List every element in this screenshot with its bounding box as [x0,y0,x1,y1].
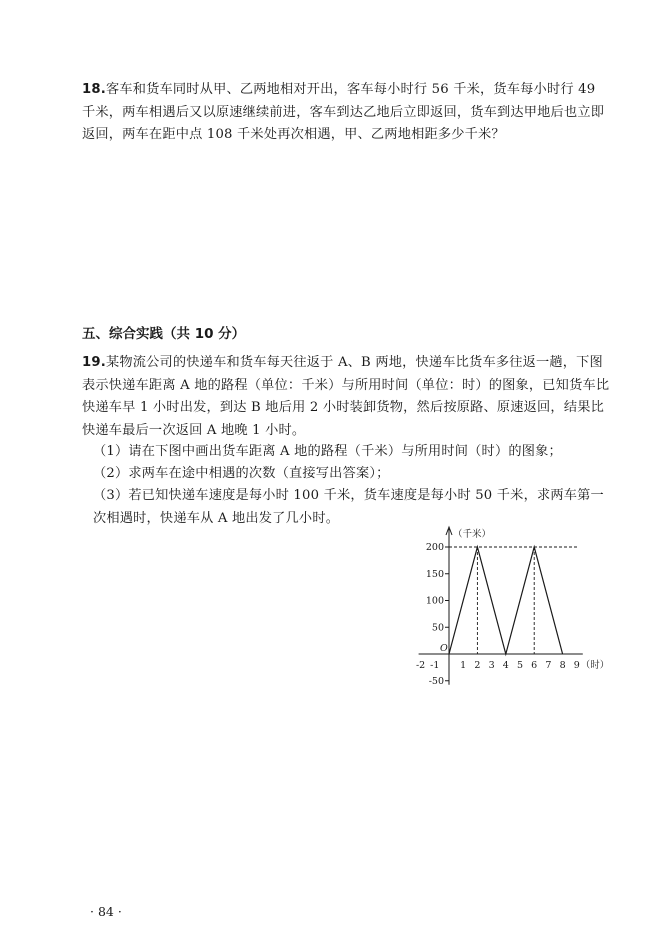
section-title: 五、综合实践（共 10 分） [82,326,246,342]
x-tick-label: 6 [531,660,538,671]
question-19-number: 19. [82,355,106,370]
distance-time-graph [414,521,614,691]
question-18-number: 18. [82,82,106,97]
question-19-sub-2: （2）求两车在途中相遇的次数（直接写出答案）； [93,466,390,481]
y-tick-label: 200 [425,542,444,553]
question-18 [82,79,612,147]
question-19-sub-3: （3）若已知快递车速度是每小时 100 千米，货车速度是每小时 50 千米，求两车第一次相遇时，快递车从 A 地出发了几小时。 [93,488,604,526]
x-tick-label: 3 [488,660,495,671]
x-tick-label: 2 [474,660,481,671]
x-tick-label: 1 [460,660,467,671]
x-tick-label: 8 [559,660,566,671]
y-tick-label: -50 [428,675,444,687]
origin-label: O [440,643,448,654]
x-axis-label: （时） [580,660,610,671]
x-tick-label: 7 [545,660,552,671]
question-19 [82,352,612,442]
x-tick-label: 9 [573,660,580,671]
courier-distance-line [449,547,563,654]
x-tick-label: -2 [415,660,426,671]
question-19-text: 某物流公司的快递车和货车每天往返于 A、B 两地，快递车比货车多往返一趟，下图表示快递车距离 A 地的路程（单位：千米）与所用时间（单位：时）的图象，已知货车比快递车早 1 小时出发，到达 B 地后用 2 小时装卸货物，然后按原路、原速返回，结果比快递车最后一次返回 A 地晚 1 小时。 [82,355,610,438]
y-axis-label: （千米） [453,529,492,540]
y-tick-label: 50 [431,622,444,634]
y-tick-label: 150 [425,568,444,580]
x-tick-label: 4 [502,660,509,671]
page-number: · 84 · [90,904,122,919]
x-tick-label: -1 [430,660,440,671]
question-18-text: 客车和货车同时从甲、乙两地相对开出，客车每小时行 56 千米，货车每小时行 49 千米，两车相遇后又以原速继续前进，客车到达乙地后立即返回，货车到达甲地后也立即返回，两车在距中点 108 千米处再次相遇，甲、乙两地相距多少千米？ [82,82,605,142]
x-tick-label: 5 [516,660,524,671]
question-19-sub-1: （1）请在下图中画出货车距离 A 地的路程（千米）与所用时间（时）的图象； [93,444,562,459]
y-tick-label: 100 [425,595,444,607]
